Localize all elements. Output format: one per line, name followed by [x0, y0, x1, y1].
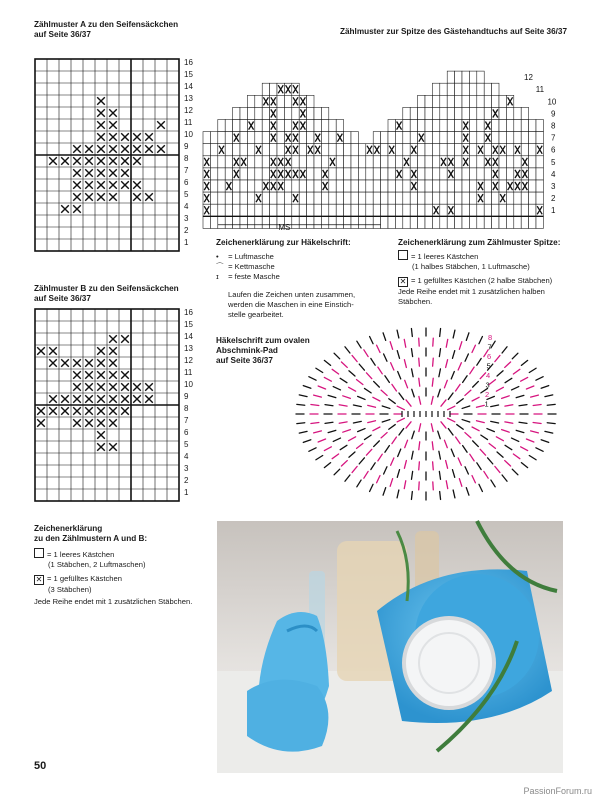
lace-row-label: 11 — [535, 85, 545, 95]
pad-crochet-chart — [290, 326, 562, 502]
row-number: 2 — [184, 476, 189, 485]
row-number: 9 — [184, 392, 189, 401]
lace-row-label: 8 — [551, 121, 556, 131]
round-number: 8 — [488, 333, 493, 342]
lace-row-label: 10 — [547, 97, 557, 107]
lace-row-label: 12 — [524, 73, 533, 83]
row-number: 10 — [184, 130, 193, 139]
pattern-a-title: Zählmuster A zu den Seifensäckchen auf Seite 36/37 — [34, 20, 179, 39]
round-number: 5 — [486, 361, 491, 371]
lace-grid — [201, 57, 561, 233]
row-number: 13 — [184, 94, 193, 103]
row-number: 7 — [184, 416, 189, 425]
lace-row-label: 7 — [551, 133, 556, 143]
row-number: 3 — [184, 464, 189, 473]
row-number: 16 — [184, 308, 193, 317]
product-photo — [217, 521, 563, 773]
row-number: 9 — [184, 142, 189, 151]
row-number: 5 — [184, 190, 189, 199]
row-number: 6 — [184, 428, 189, 437]
pattern-b-title: Zählmuster B zu den Seifensäckchen auf Seite 36/37 — [34, 284, 179, 303]
row-number: 8 — [184, 404, 189, 413]
crochet-legend-items — [216, 252, 280, 282]
row-number: 12 — [184, 106, 193, 115]
row-number: 11 — [184, 118, 193, 127]
pattern-b-grid — [34, 308, 168, 502]
round-number: 3 — [485, 380, 490, 390]
legend-ab-items: = 1 leeres Kästchen (1 Stäbchen, 2 Luftmaschen) ✕ = 1 gefülltes Kästchen (3 Stäbchen) Jede Reihe endet mit 1 zusätzlichen Stäbchen. — [34, 550, 193, 606]
legend-ab-title: Zeichenerklärung zu den Zählmustern A und B: — [34, 524, 148, 543]
round-number: 6 — [487, 352, 492, 361]
round-number: 4 — [486, 371, 491, 380]
row-number: 5 — [184, 440, 189, 449]
crochet-legend-item: ɪ = feste Masche — [216, 272, 280, 281]
lace-title: Zählmuster zur Spitze des Gästehandtuchs auf Seite 36/37 — [340, 27, 568, 36]
ms-label: MS — [278, 223, 291, 233]
empty-box-icon — [398, 250, 408, 260]
row-number: 6 — [184, 178, 189, 187]
row-number: 4 — [184, 202, 189, 211]
stitch-symbol-icon: • — [216, 252, 219, 261]
row-number: 11 — [184, 368, 193, 377]
row-number: 15 — [184, 70, 193, 79]
row-number: 13 — [184, 344, 193, 353]
row-number: 3 — [184, 214, 189, 223]
pad-title: Häkelschrift zum ovalen Abschmink-Pad auf Seite 36/37 — [216, 336, 310, 365]
round-number: 7 — [487, 342, 492, 352]
row-number: 7 — [184, 166, 189, 175]
row-number: 10 — [184, 380, 193, 389]
stitch-symbol-icon: ɪ — [216, 272, 219, 281]
row-number: 2 — [184, 226, 189, 235]
lace-row-label: 5 — [551, 157, 556, 167]
lace-legend-items: = 1 leeres Kästchen (1 halbes Stäbchen, 1 Luftmasche) ✕ = 1 gefülltes Kästchen (2 halbe Stäbchen) Jede Reihe endet mit 1 zusätzlichen halben Stäbchen. — [398, 252, 553, 306]
row-number: 4 — [184, 452, 189, 461]
lace-legend-title: Zeichenerklärung zum Zählmuster Spitze: — [398, 238, 561, 247]
watermark: PassionForum.ru — [523, 786, 592, 796]
lace-row-label: 1 — [551, 206, 556, 216]
lace-row-label: 4 — [551, 169, 556, 179]
lace-row-label: 9 — [551, 109, 556, 119]
row-number: 15 — [184, 320, 193, 329]
filled-box-icon: ✕ — [35, 575, 43, 584]
row-number: 14 — [184, 332, 193, 341]
round-number: 2 — [485, 390, 490, 399]
lace-row-label: 2 — [551, 194, 556, 204]
lace-row-label: 3 — [551, 182, 556, 191]
row-number: 14 — [184, 82, 193, 91]
row-number: 16 — [184, 58, 193, 67]
row-number: 8 — [184, 154, 189, 163]
crochet-legend-note: Laufen die Zeichen unten zusammen, werden die Maschen in eine Einstich- stelle gearbeitet. — [228, 290, 356, 319]
page-number: 50 — [34, 760, 47, 772]
stitch-symbol-icon: ⌒ — [216, 262, 224, 271]
empty-box-icon — [34, 548, 44, 558]
row-number: 12 — [184, 356, 193, 365]
crochet-legend-item: • = Luftmasche — [216, 252, 274, 261]
lace-row-label: 6 — [551, 145, 556, 155]
crochet-legend-item: ⌒ = Kettmasche — [216, 262, 275, 271]
crochet-legend-title: Zeichenerklärung zur Häkelschrift: — [216, 238, 351, 247]
filled-box-icon: ✕ — [399, 277, 407, 286]
pattern-a-grid — [34, 58, 168, 252]
row-number: 1 — [184, 488, 189, 497]
round-number: 1 — [484, 399, 489, 409]
row-number: 1 — [184, 238, 189, 247]
